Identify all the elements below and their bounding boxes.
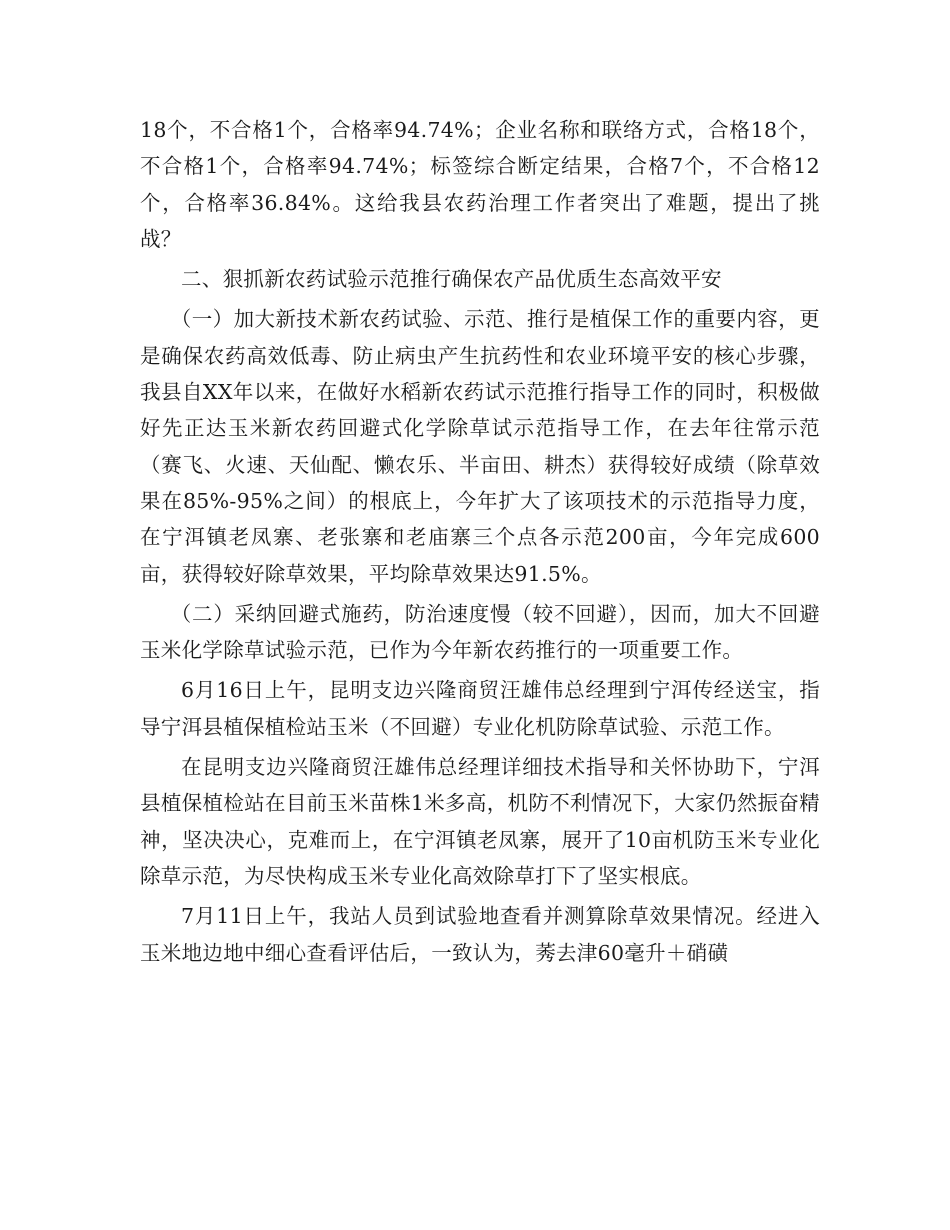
- paragraph-july-11: 7月11日上午，我站人员到试验地查看并测算除草效果情况。经进入玉米地边地中细心查看评估后，一致认为，莠去津60毫升＋硝磺: [140, 904, 820, 965]
- paragraph-june-16: 6月16日上午，昆明支边兴隆商贸汪雄伟总经理到宁洱传经送宝，指导宁洱县植保植检站玉米（不回避）专业化机防除草试验、示范工作。: [140, 678, 820, 739]
- paragraph-subsection-2: （二）采纳回避式施药，防治速度慢（较不回避），因而，加大不回避玉米化学除草试验示范，已作为今年新农药推行的一项重要工作。: [140, 601, 820, 663]
- paragraph-guidance: 在昆明支边兴隆商贸汪雄伟总经理详细技术指导和关怀协助下，宁洱县植保植检站在目前玉米苗株1米多高，机防不利情况下，大家仍然振奋精神，坚决决心，克难而上，在宁洱镇老凤寨，展开了10亩机防玉米专业化除草示范，为尽快构成玉米专业化高效除草打下了坚实根底。: [140, 755, 820, 888]
- document-page: [140, 112, 820, 975]
- section-heading-2: 二、狠抓新农药试验示范推行确保农产品优质生态高效平安: [181, 267, 722, 292]
- paragraph-subsection-1: （一）加大新技术新农药试验、示范、推行是植保工作的重要内容，更是确保农药高效低毒、防止病虫产生抗药性和农业环境平安的核心步骤，我县自XX年以来，在做好水稻新农药试示范推行指导工作的同时，积极做好先正达玉米新农药回避式化学除草试示范指导工作，在去年往常示范（赛飞、火速、天仙配、懒农乐、半亩田、耕杰）获得较好成绩（除草效果在85%-95%之间）的根底上，今年扩大了该项技术的示范指导力度，在宁洱镇老凤寨、老张寨和老庙寨三个点各示范200亩，今年完成600亩，获得较好除草效果，平均除草效果达91.5%。: [140, 307, 820, 586]
- paragraph-qualification-stats: 18个，不合格1个，合格率94.74%；企业名称和联络方式，合格18个，不合格1个，合格率94.74%；标签综合断定结果，合格7个，不合格12个，合格率36.84%。这给我县农药治理工作者突出了难题，提出了挑战？: [140, 118, 820, 251]
